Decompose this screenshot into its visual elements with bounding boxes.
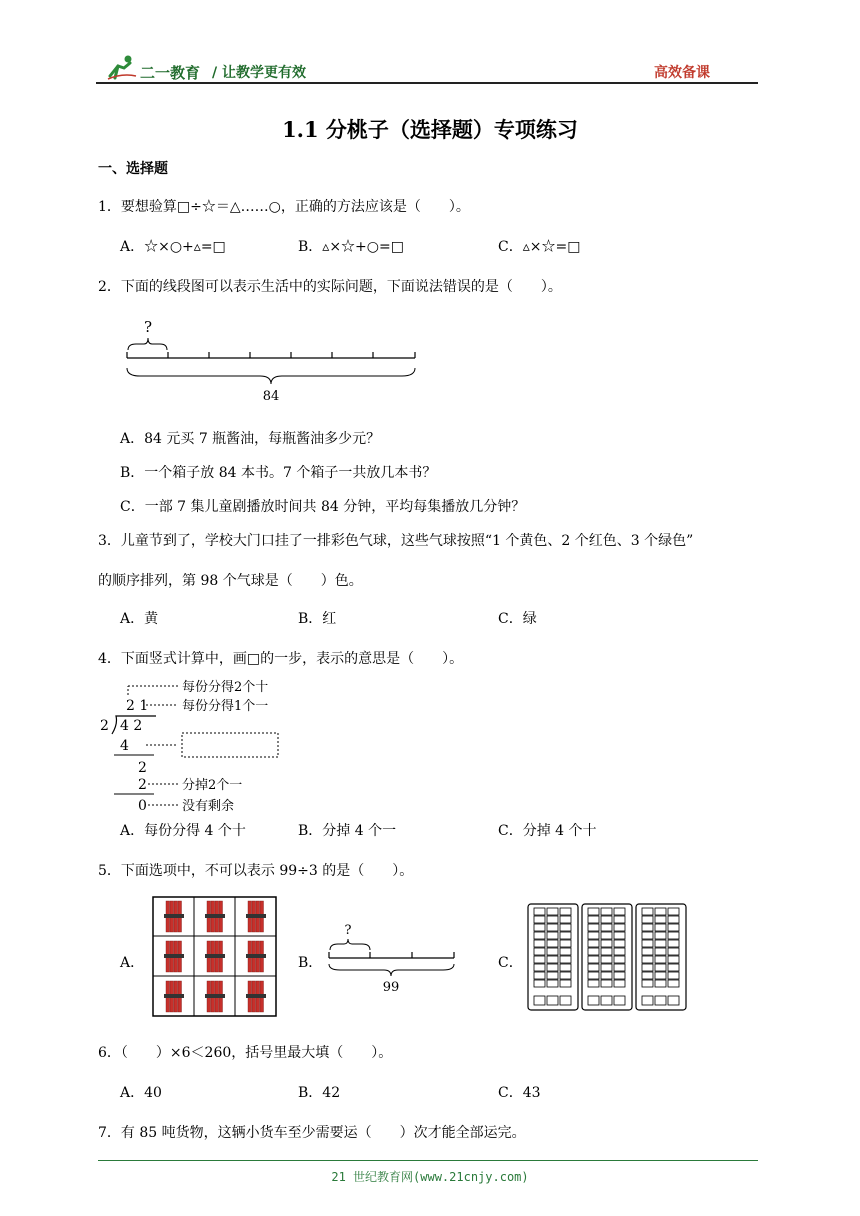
- ten-rod-cube: [601, 940, 612, 947]
- ten-rod-cube: [668, 972, 679, 979]
- ten-rod-cube: [668, 964, 679, 971]
- q2-option-c: C．一部 7 集儿童剧播放时间共 84 分钟，平均每集播放几分钟？: [120, 499, 526, 515]
- line-segment-diagram-84: [120, 316, 420, 408]
- division-step-2: 2: [138, 760, 147, 776]
- ten-rod-cube: [588, 964, 599, 971]
- ten-rod-cube: [560, 924, 571, 931]
- q6-option-c: C．43: [498, 1085, 541, 1101]
- division-note-allotted: 分掉2个一: [182, 778, 243, 793]
- ten-rod-cube: [614, 908, 625, 915]
- ten-rod-cube: [614, 972, 625, 979]
- ten-rod-cube: [534, 908, 545, 915]
- question-2: 2．下面的线段图可以表示生活中的实际问题，下面说法错误的是（ ）。: [98, 279, 562, 295]
- ten-rod-cube: [588, 980, 599, 987]
- q5-label-a: A．: [120, 955, 145, 971]
- unit-cube: [668, 996, 679, 1005]
- q3-option-a: A．黄: [120, 611, 159, 627]
- ten-rod-cube: [655, 948, 666, 955]
- bundle-band: [164, 994, 184, 998]
- ten-rod-cube: [668, 980, 679, 987]
- ten-rod-cube: [655, 916, 666, 923]
- ten-rod-cube: [547, 948, 558, 955]
- ten-rod-cube: [668, 908, 679, 915]
- bundle-band: [164, 914, 184, 918]
- ten-rod-cube: [547, 924, 558, 931]
- q4-option-b: B．分掉 4 个一: [298, 823, 397, 839]
- q4-option-c: C．分掉 4 个十: [498, 823, 597, 839]
- ten-rod-cube: [534, 916, 545, 923]
- ten-rod-cube: [642, 924, 653, 931]
- q2-option-b: B．一个箱子放 84 本书。7 个箱子一共放几本书？: [120, 465, 437, 481]
- ten-rod-cube: [560, 972, 571, 979]
- ten-rod-cube: [642, 972, 653, 979]
- unit-cube: [534, 996, 545, 1005]
- logo-text: 二一教育: [140, 64, 201, 82]
- ten-rod-cube: [668, 948, 679, 955]
- ten-rod-cube: [534, 972, 545, 979]
- ten-rod-cube: [642, 908, 653, 915]
- diagram-total-label: 84: [262, 389, 280, 404]
- ten-rod-cube: [655, 964, 666, 971]
- ten-rod-cube: [560, 940, 571, 947]
- unit-cube: [547, 996, 558, 1005]
- unit-cube: [655, 996, 666, 1005]
- ten-rod-cube: [588, 916, 599, 923]
- ten-rod-cube: [560, 916, 571, 923]
- ten-rod-cube: [588, 908, 599, 915]
- ten-rod-cube: [560, 956, 571, 963]
- line-segment-diagram-99: [326, 920, 458, 996]
- ten-rod-cube: [655, 972, 666, 979]
- ten-rod-cube: [614, 948, 625, 955]
- ten-rod-cube: [614, 932, 625, 939]
- ten-rod-cube: [560, 932, 571, 939]
- q5-stick-bundles-figure: [152, 896, 278, 1018]
- q5-label-c: C．: [498, 955, 523, 971]
- ten-rod-cube: [642, 932, 653, 939]
- division-remainder: 0: [138, 798, 147, 814]
- ten-rod-cube: [588, 956, 599, 963]
- q1-option-c: C．▵×☆=□: [498, 239, 581, 255]
- unit-cube: [642, 996, 653, 1005]
- ten-rod-cube: [614, 940, 625, 947]
- ten-rod-cube: [547, 972, 558, 979]
- ten-rod-cube: [534, 932, 545, 939]
- ten-rod-cube: [601, 916, 612, 923]
- long-division-figure: [96, 674, 296, 814]
- division-step-3: 2: [138, 777, 147, 793]
- ten-rod-cube: [560, 908, 571, 915]
- ten-rod-cube: [534, 980, 545, 987]
- ten-rod-cube: [547, 916, 558, 923]
- header-slogan: / 让教学更有效: [212, 65, 306, 81]
- question-3-line-2: 的顺序排列，第 98 个气球是（ ）色。: [98, 573, 363, 589]
- ten-rod-cube: [668, 924, 679, 931]
- ten-rod-cube: [642, 940, 653, 947]
- ten-rod-cube: [601, 964, 612, 971]
- ten-rod-cube: [547, 956, 558, 963]
- footer-text: 21 世纪教育网(www.21cnjy.com): [331, 1170, 529, 1184]
- ten-rod-cube: [601, 908, 612, 915]
- header-divider: [96, 82, 758, 84]
- ten-rod-cube: [534, 964, 545, 971]
- q3-option-c: C．绿: [498, 611, 537, 627]
- ten-rod-cube: [642, 956, 653, 963]
- ten-rod-cube: [601, 948, 612, 955]
- unit-cube: [560, 996, 571, 1005]
- bundle-band: [246, 954, 266, 958]
- q5-base-ten-blocks-figure: [526, 902, 690, 1014]
- ten-rod-cube: [560, 948, 571, 955]
- page-title: 1.1 分桃子（选择题）专项练习: [282, 117, 578, 142]
- ten-rod-cube: [655, 932, 666, 939]
- ten-rod-cube: [588, 932, 599, 939]
- ten-rod-cube: [614, 924, 625, 931]
- ten-rod-cube: [655, 956, 666, 963]
- diagram-question-mark: ?: [344, 923, 352, 938]
- division-note-tens: 每份分得2个十: [182, 680, 269, 695]
- ten-rod-cube: [560, 964, 571, 971]
- ten-rod-cube: [588, 924, 599, 931]
- ten-rod-cube: [668, 916, 679, 923]
- unit-cube: [588, 996, 599, 1005]
- ten-rod-cube: [547, 908, 558, 915]
- unit-cube: [614, 996, 625, 1005]
- ten-rod-cube: [547, 932, 558, 939]
- logo-icon: [106, 54, 138, 80]
- ten-rod-cube: [668, 940, 679, 947]
- ten-rod-cube: [668, 956, 679, 963]
- ten-rod-cube: [534, 948, 545, 955]
- division-note-ones: 每份分得1个一: [182, 699, 269, 714]
- ten-rod-cube: [642, 980, 653, 987]
- ten-rod-cube: [547, 980, 558, 987]
- q2-option-a: A．84 元买 7 瓶酱油，每瓶酱油多少元？: [120, 431, 381, 447]
- ten-rod-cube: [655, 940, 666, 947]
- ten-rod-cube: [534, 940, 545, 947]
- ten-rod-cube: [588, 948, 599, 955]
- diagram-question-mark: ?: [143, 318, 153, 336]
- footer-divider: [98, 1160, 758, 1161]
- question-3-line-1: 3．儿童节到了，学校大门口挂了一排彩色气球，这些气球按照“1 个黄色、2 个红色、3 个绿色”: [98, 533, 694, 549]
- ten-rod-cube: [655, 924, 666, 931]
- unit-cube: [601, 996, 612, 1005]
- division-divisor: 2: [100, 718, 109, 734]
- q6-option-a: A．40: [120, 1085, 162, 1101]
- q5-label-b: B．: [298, 955, 323, 971]
- diagram-total-label: 99: [382, 980, 400, 995]
- ten-rod-cube: [614, 964, 625, 971]
- ten-rod-cube: [588, 972, 599, 979]
- ten-rod-cube: [601, 924, 612, 931]
- ten-rod-cube: [668, 932, 679, 939]
- question-1: 1．要想验算□÷☆＝△……○，正确的方法应该是（ ）。: [98, 199, 470, 215]
- ten-rod-cube: [560, 980, 571, 987]
- division-quotient: 2 1: [126, 698, 149, 714]
- q4-option-a: A．每份分得 4 个十: [120, 823, 246, 839]
- ten-rod-cube: [588, 940, 599, 947]
- ten-rod-cube: [601, 956, 612, 963]
- section-heading: 一、选择题: [98, 161, 168, 177]
- header-brand: 高效备课: [654, 65, 710, 81]
- q1-option-b: B．▵×☆+○=□: [298, 239, 404, 255]
- division-dividend: 4 2: [120, 718, 143, 734]
- ten-rod-cube: [601, 980, 612, 987]
- ten-rod-cube: [655, 908, 666, 915]
- bundle-band: [205, 994, 225, 998]
- ten-rod-cube: [642, 948, 653, 955]
- ten-rod-cube: [614, 916, 625, 923]
- question-5: 5．下面选项中，不可以表示 99÷3 的是（ ）。: [98, 863, 414, 879]
- question-4: 4．下面竖式计算中，画□的一步，表示的意思是（ ）。: [98, 651, 464, 667]
- ten-rod-cube: [534, 924, 545, 931]
- bundle-band: [205, 914, 225, 918]
- bundle-band: [164, 954, 184, 958]
- ten-rod-cube: [655, 980, 666, 987]
- ten-rod-cube: [534, 956, 545, 963]
- bundle-band: [205, 954, 225, 958]
- bundle-band: [246, 994, 266, 998]
- q3-option-b: B．红: [298, 611, 337, 627]
- q6-option-b: B．42: [298, 1085, 341, 1101]
- ten-rod-cube: [614, 980, 625, 987]
- question-6: 6．（ ）×6＜260，括号里最大填（ ）。: [98, 1045, 393, 1061]
- ten-rod-cube: [547, 964, 558, 971]
- ten-rod-cube: [642, 916, 653, 923]
- division-step-1: 4: [120, 738, 129, 754]
- question-7: 7．有 85 吨货物，这辆小货车至少需要运（ ）次才能全部运完。: [98, 1125, 526, 1141]
- ten-rod-cube: [601, 932, 612, 939]
- ten-rod-cube: [614, 956, 625, 963]
- ten-rod-cube: [642, 964, 653, 971]
- division-note-remainder: 没有剩余: [182, 799, 235, 814]
- q1-option-a: A．☆×○+▵=□: [120, 239, 226, 255]
- ten-rod-cube: [601, 972, 612, 979]
- bundle-band: [246, 914, 266, 918]
- ten-rod-cube: [547, 940, 558, 947]
